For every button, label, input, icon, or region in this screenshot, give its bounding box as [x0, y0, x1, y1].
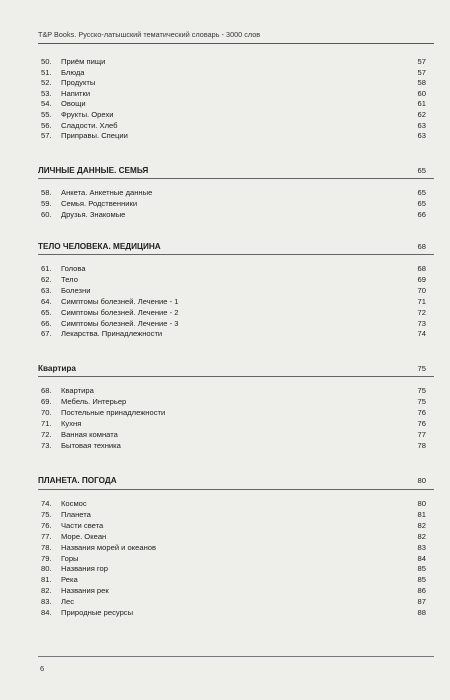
- entry-label: Названия гор: [61, 564, 108, 574]
- entry-page: 60: [417, 88, 426, 98]
- section-page: 80: [417, 476, 426, 485]
- entry-label: Овощи: [61, 99, 86, 109]
- toc-entry: [38, 608, 426, 618]
- entry-number: 84.: [41, 608, 52, 617]
- toc-entry: [38, 275, 426, 285]
- entry-label: Горы: [61, 553, 79, 563]
- toc-entry: [38, 564, 426, 574]
- section-divider: [38, 254, 434, 255]
- entry-label: Сладости. Хлеб: [61, 120, 118, 130]
- entry-page: 86: [417, 586, 426, 596]
- entry-page: 87: [417, 597, 426, 607]
- entry-page: 81: [417, 509, 426, 519]
- entry-label: Приправы. Специи: [61, 131, 128, 141]
- toc-entry: [38, 499, 426, 509]
- section-heading: [38, 475, 426, 486]
- entry-number: 64.: [41, 296, 52, 306]
- toc-entry: [38, 319, 426, 329]
- entry-number: 69.: [41, 396, 52, 406]
- toc-entry: [38, 68, 426, 78]
- section-divider: [38, 376, 434, 377]
- entry-page: 84: [417, 553, 426, 563]
- entry-page: 74: [417, 329, 426, 339]
- section-title: ТЕЛО ЧЕЛОВЕКА. МЕДИЦИНА: [38, 242, 161, 251]
- entry-label: Блюда: [61, 67, 85, 77]
- section-heading: [38, 165, 426, 176]
- entry-number: 74.: [41, 499, 52, 508]
- section-title: ПЛАНЕТА. ПОГОДА: [38, 476, 117, 485]
- toc-entry: [38, 78, 426, 88]
- entry-page: 76: [417, 407, 426, 417]
- entry-page: 65: [417, 198, 426, 208]
- toc-entry: [38, 441, 426, 451]
- entry-label: Продукты: [61, 78, 96, 88]
- entry-number: 68.: [41, 386, 52, 395]
- toc-entry: [38, 597, 426, 607]
- entry-label: Космос: [61, 499, 87, 508]
- entry-page: 83: [417, 542, 426, 552]
- toc-entry: [38, 110, 426, 120]
- entry-number: 61.: [41, 264, 52, 273]
- entry-label: Постельные принадлежности: [61, 407, 166, 417]
- entry-page: 69: [417, 274, 426, 284]
- entry-page: 75: [417, 396, 426, 406]
- entry-page: 71: [417, 296, 426, 306]
- entry-page: 82: [417, 531, 426, 541]
- entry-number: 67.: [41, 329, 52, 339]
- entry-number: 72.: [41, 429, 52, 439]
- entry-number: 60.: [41, 209, 52, 219]
- entry-number: 82.: [41, 586, 52, 596]
- section-divider: [38, 489, 434, 490]
- entry-number: 55.: [41, 110, 52, 119]
- section-heading: [38, 363, 426, 374]
- toc-entry: [38, 210, 426, 220]
- toc-entry: [38, 199, 426, 209]
- entry-label: Друзья. Знакомые: [61, 209, 126, 219]
- book-title: T&P Books. Русско-латышский тематический словарь - 3000 слов: [38, 30, 261, 39]
- entry-number: 78.: [41, 542, 52, 552]
- entry-number: 83.: [41, 597, 52, 607]
- toc-entry: [38, 532, 426, 542]
- entry-page: 57: [417, 67, 426, 77]
- entry-label: Квартира: [61, 386, 94, 395]
- entry-label: Планета: [61, 509, 91, 519]
- entry-page: 73: [417, 318, 426, 328]
- toc-entry: [38, 521, 426, 531]
- entry-number: 81.: [41, 575, 52, 585]
- entry-page: 63: [417, 120, 426, 130]
- entry-number: 79.: [41, 553, 52, 563]
- entry-label: Лес: [61, 597, 75, 607]
- section-title: Квартира: [38, 364, 76, 373]
- entry-label: Мебель. Интерьер: [61, 396, 127, 406]
- entry-number: 56.: [41, 120, 52, 130]
- entry-number: 77.: [41, 531, 52, 541]
- entry-number: 75.: [41, 509, 52, 519]
- entry-label: Напитки: [61, 88, 91, 98]
- entry-number: 57.: [41, 131, 52, 141]
- entry-label: Голова: [61, 264, 86, 273]
- toc-entry: [38, 131, 426, 141]
- toc-entry: [38, 586, 426, 596]
- entry-label: Природные ресурсы: [61, 608, 134, 617]
- entry-label: Тело: [61, 274, 78, 284]
- entry-number: 50.: [41, 57, 52, 66]
- entry-page: 76: [417, 418, 426, 428]
- toc-entry: [38, 575, 426, 585]
- entry-label: Части света: [61, 520, 104, 530]
- entry-page: 85: [417, 575, 426, 585]
- entry-number: 54.: [41, 99, 52, 109]
- entry-number: 73.: [41, 440, 52, 450]
- entry-number: 71.: [41, 418, 52, 428]
- entry-label: Семья. Родственники: [61, 198, 138, 208]
- entry-page: 70: [417, 285, 426, 295]
- section-title: ЛИЧНЫЕ ДАННЫЕ. СЕМЬЯ: [38, 166, 149, 175]
- entry-number: 53.: [41, 88, 52, 98]
- toc-entry: [38, 264, 426, 274]
- entry-page: 58: [417, 78, 426, 88]
- entry-number: 63.: [41, 285, 52, 295]
- entry-label: Фрукты. Орехи: [61, 110, 114, 119]
- entry-number: 80.: [41, 564, 52, 574]
- entry-page: 75: [417, 386, 426, 395]
- entry-number: 76.: [41, 520, 52, 530]
- toc-entry: [38, 99, 426, 109]
- entry-label: Кухня: [61, 418, 82, 428]
- toc-entry: [38, 430, 426, 440]
- entry-page: 82: [417, 520, 426, 530]
- entry-number: 58.: [41, 188, 52, 197]
- toc-entry: [38, 543, 426, 553]
- toc-entry: [38, 286, 426, 296]
- entry-label: Симптомы болезней. Лечение - 3: [61, 318, 179, 328]
- entry-page: 88: [417, 608, 426, 617]
- entry-page: 66: [417, 209, 426, 219]
- toc-entry: [38, 308, 426, 318]
- section-page: 75: [417, 364, 426, 373]
- page-number: 6: [40, 664, 45, 673]
- entry-label: Приём пищи: [61, 57, 106, 66]
- entry-label: Анкета. Анкетные данные: [61, 188, 153, 197]
- toc-entry: [38, 297, 426, 307]
- entry-label: Симптомы болезней. Лечение - 2: [61, 307, 179, 317]
- entry-page: 57: [417, 57, 426, 66]
- entry-page: 65: [417, 188, 426, 197]
- toc-entry: [38, 510, 426, 520]
- entry-label: Ванная комната: [61, 429, 118, 439]
- entry-label: Море. Океан: [61, 531, 107, 541]
- toc-entry: [38, 57, 426, 67]
- footer-divider: [38, 656, 434, 657]
- entry-number: 59.: [41, 198, 52, 208]
- entry-label: Названия рек: [61, 586, 109, 596]
- entry-page: 80: [417, 499, 426, 508]
- entry-number: 62.: [41, 274, 52, 284]
- toc-entry: [38, 89, 426, 99]
- entry-page: 63: [417, 131, 426, 141]
- entry-page: 78: [417, 440, 426, 450]
- entry-label: Названия морей и океанов: [61, 542, 157, 552]
- toc-entry: [38, 188, 426, 198]
- entry-number: 70.: [41, 407, 52, 417]
- toc-entry: [38, 329, 426, 339]
- section-heading: [38, 241, 426, 252]
- toc-entry: [38, 408, 426, 418]
- entry-label: Бытовая техника: [61, 440, 121, 450]
- toc-entry: [38, 397, 426, 407]
- toc-entry: [38, 554, 426, 564]
- toc-entry: [38, 419, 426, 429]
- entry-page: 62: [417, 110, 426, 119]
- toc-entry: [38, 386, 426, 396]
- entry-label: Лекарства. Принадлежности: [61, 329, 163, 339]
- entry-page: 77: [417, 429, 426, 439]
- section-divider: [38, 178, 434, 179]
- entry-label: Болезни: [61, 285, 91, 295]
- entry-label: Симптомы болезней. Лечение - 1: [61, 296, 179, 306]
- entry-label: Река: [61, 575, 78, 585]
- entry-number: 51.: [41, 67, 52, 77]
- section-page: 68: [417, 242, 426, 251]
- entry-number: 66.: [41, 318, 52, 328]
- section-page: 65: [417, 166, 426, 175]
- entry-page: 61: [417, 99, 426, 109]
- entry-number: 65.: [41, 307, 52, 317]
- entry-page: 85: [417, 564, 426, 574]
- entry-page: 72: [417, 307, 426, 317]
- entry-page: 68: [417, 264, 426, 273]
- toc-entry: [38, 121, 426, 131]
- entry-number: 52.: [41, 78, 52, 88]
